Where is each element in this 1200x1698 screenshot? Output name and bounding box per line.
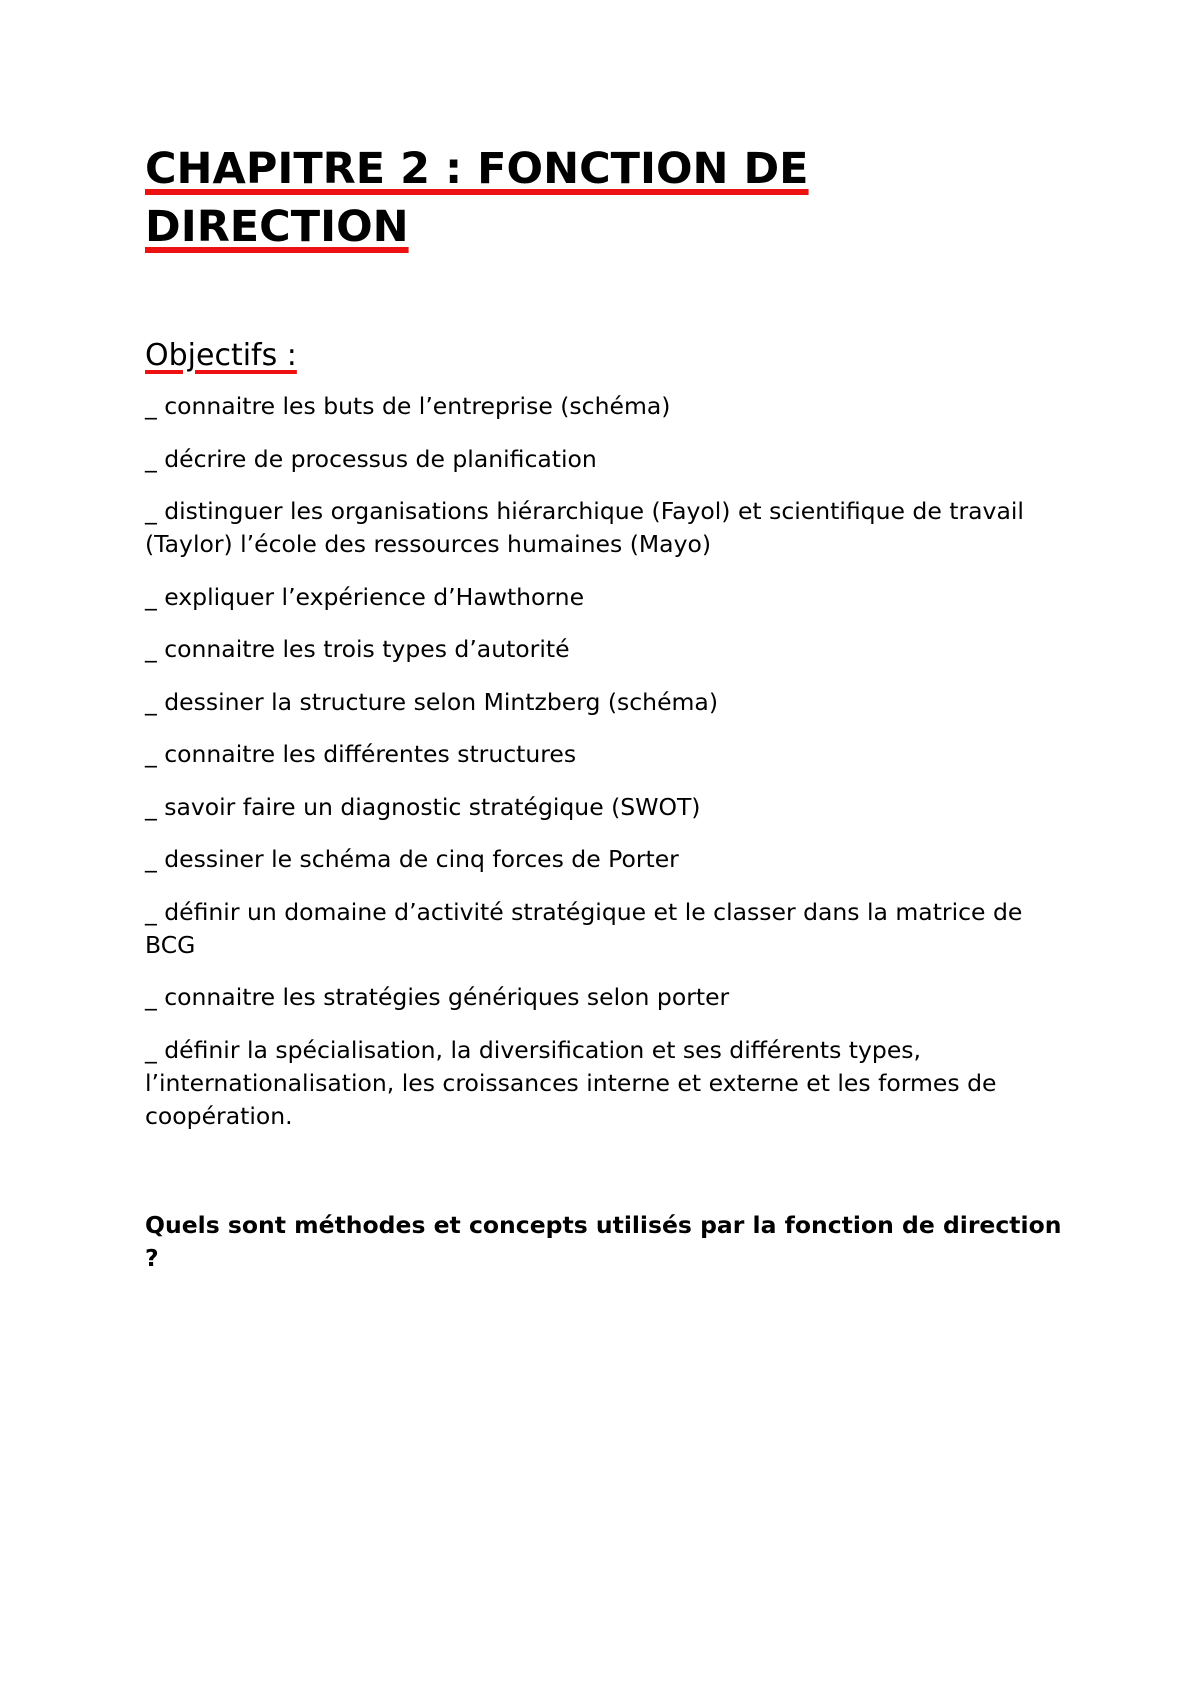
objective-item: _ distinguer les organisations hiérarchique (Fayol) et scientifique de travail (Taylor) l’école des ressources humaines (Mayo): [145, 497, 1024, 558]
objective-item: _ décrire de processus de planification: [145, 444, 597, 473]
objective-item: _ connaitre les trois types d’autorité: [145, 635, 570, 663]
objectives-heading: Objectifs :: [145, 338, 297, 373]
objective-item: _ définir un domaine d’activité stratégique et le classer dans la matrice de BCG: [145, 897, 1023, 959]
guiding-question: Quels sont méthodes et concepts utilisés par la fonction de direction ?: [145, 1210, 1062, 1272]
objective-item: _ dessiner la structure selon Mintzberg (schéma): [145, 687, 718, 716]
objective-item: _ savoir faire un diagnostic stratégique (SWOT): [145, 792, 701, 821]
objective-item: _ connaitre les différentes structures: [145, 740, 577, 768]
chapter-title: CHAPITRE 2 : FONCTION DE DIRECTION: [145, 144, 809, 252]
objective-item: _ définir la spécialisation, la diversification et ses différents types, l’internationalisation, les croissances interne et externe et les formes de coopération.: [145, 1035, 997, 1130]
objective-item: _ dessiner le schéma de cinq forces de Porter: [145, 845, 679, 873]
document-page: [145, 140, 1075, 1275]
objectives-list: [145, 390, 1075, 1133]
objective-item: _ connaitre les buts de l’entreprise (schéma): [145, 392, 671, 420]
objective-item: _ connaitre les stratégies génériques selon porter: [145, 983, 730, 1011]
objective-item: _ expliquer l’expérience d’Hawthorne: [145, 582, 585, 611]
